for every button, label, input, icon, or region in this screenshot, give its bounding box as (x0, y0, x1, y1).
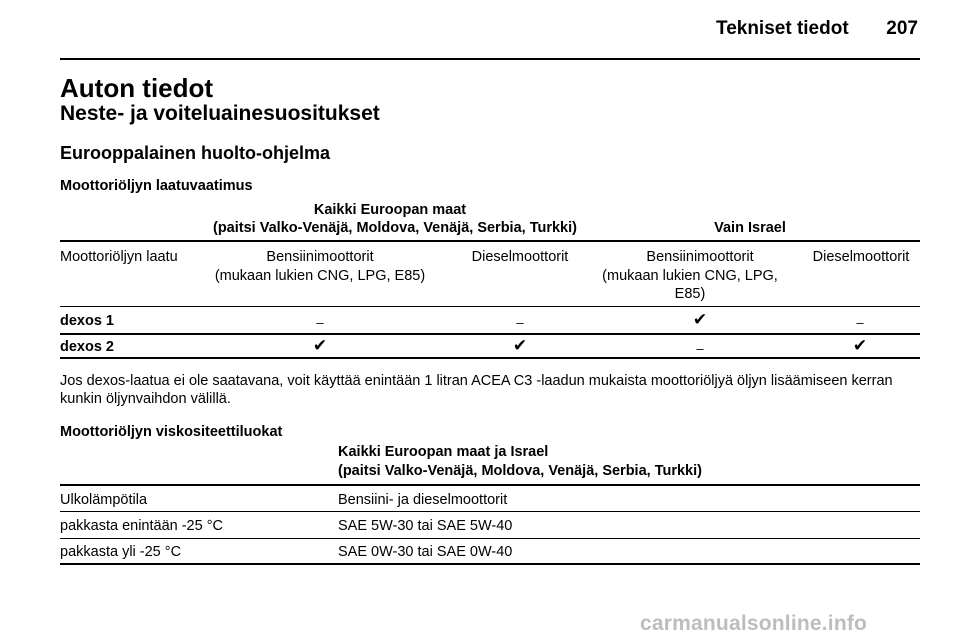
cell-dexos1-petrol-israel-check-icon: ✔ (692, 310, 708, 329)
viscosity-rule-top (60, 484, 920, 486)
watermark: carmanualsonline.info (640, 612, 868, 635)
cell-dexos1-petrol: – (316, 315, 324, 330)
viscosity-row-2-grade: SAE 0W-30 tai SAE 0W-40 (338, 544, 513, 560)
europe-group-header-line2: (paitsi Valko-Venäjä, Moldova, Venäjä, Serbia, Turkki) (213, 220, 577, 236)
viscosity-rule-header (60, 511, 920, 512)
cell-dexos2-petrol-check-icon: ✔ (312, 336, 328, 355)
col-header-petrol-israel: Bensiinimoottorit (646, 249, 754, 265)
cell-dexos2-diesel-check-icon: ✔ (512, 336, 528, 355)
col-header-petrol-note: (mukaan lukien CNG, LPG, E85) (214, 268, 426, 284)
viscosity-rule-row1 (60, 538, 920, 539)
col-header-petrol: Bensiinimoottorit (266, 249, 374, 265)
subsection-heading: Neste- ja voiteluainesuositukset (60, 102, 380, 125)
col-header-diesel-israel: Dieselmoottorit (812, 249, 910, 265)
row-label-dexos-2: dexos 2 (60, 339, 114, 355)
col-header-petrol-israel-note-1: (mukaan lukien CNG, LPG, (602, 268, 778, 284)
header-rule (60, 58, 920, 60)
dexos-availability-note: Jos dexos-laatua ei ole saatavana, voit käyttää enintään 1 litran ACEA C3 -laadun mukaista moottoriöljyä öljyn lisäämiseen kerran kunkin öljynvaihdon välillä. (60, 373, 893, 407)
col-header-diesel: Dieselmoottorit (471, 249, 569, 265)
program-heading: Eurooppalainen huolto-ohjelma (60, 143, 330, 163)
viscosity-row-2-temp: pakkasta yli -25 °C (60, 544, 182, 560)
table-rule-row1 (60, 333, 920, 335)
cell-dexos2-diesel-israel-check-icon: ✔ (852, 336, 868, 355)
viscosity-rule-bottom (60, 563, 920, 565)
row-label-dexos-1: dexos 1 (60, 313, 114, 329)
europe-group-header-line1: Kaikki Euroopan maat (313, 202, 467, 218)
cell-dexos1-diesel-israel: – (856, 315, 864, 330)
table-rule-header (60, 306, 920, 307)
col-header-oil-quality: Moottoriöljyn laatu (60, 249, 178, 265)
cell-dexos2-petrol-israel: – (696, 341, 704, 356)
section-heading: Auton tiedot (60, 73, 214, 103)
viscosity-group-header-line2: (paitsi Valko-Venäjä, Moldova, Venäjä, Serbia, Turkki) (338, 463, 702, 479)
viscosity-heading: Moottoriöljyn viskositeettiluokat (60, 424, 283, 440)
oil-quality-heading: Moottoriöljyn laatuvaatimus (60, 178, 253, 194)
col-header-engines: Bensiini- ja dieselmoottorit (338, 492, 508, 508)
viscosity-row-1-temp: pakkasta enintään -25 °C (60, 518, 223, 534)
table-rule-bottom (60, 357, 920, 359)
viscosity-group-header-line1: Kaikki Euroopan maat ja Israel (338, 444, 549, 460)
page-number: 207 (886, 18, 918, 39)
cell-dexos1-diesel: – (516, 315, 524, 330)
table-rule-top (60, 240, 920, 242)
col-header-petrol-israel-note-2: E85) (674, 286, 706, 302)
page-header-title: Tekniset tiedot (716, 18, 849, 39)
israel-group-header: Vain Israel (714, 220, 786, 236)
col-header-outdoor-temp: Ulkolämpötila (60, 492, 148, 508)
viscosity-row-1-grade: SAE 5W-30 tai SAE 5W-40 (338, 518, 513, 534)
